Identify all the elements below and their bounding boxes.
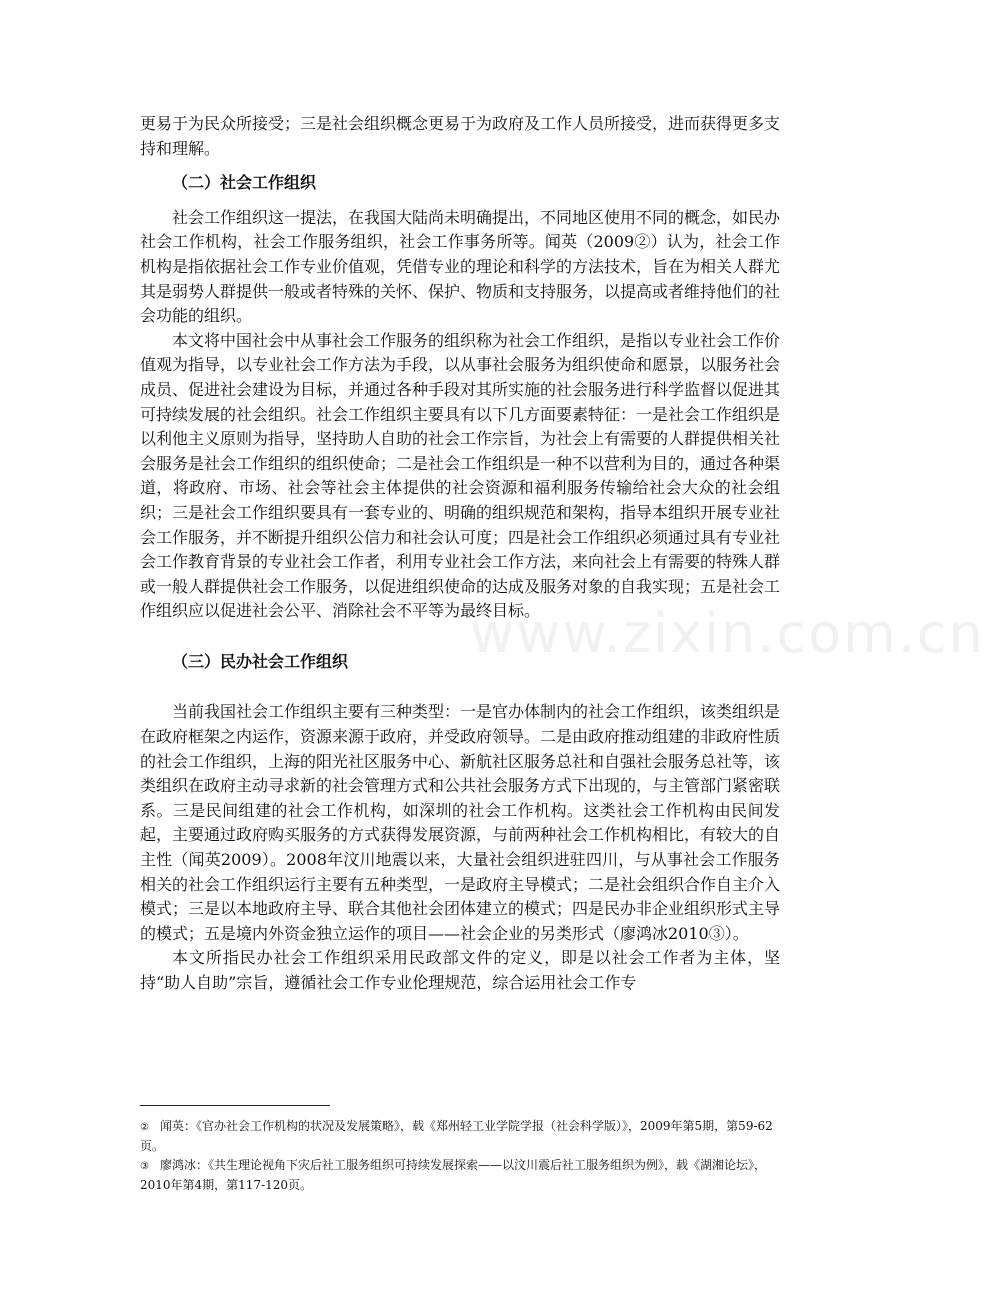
paragraph-social-work-organization-concept: 社会工作组织这一提法，在我国大陆尚未明确提出，不同地区使用不同的概念，如民办社会工作机构，社会工作服务组织，社会工作事务所等。闻英（2009②）认为，社会工作机构是指依据社会工作专业价值观，凭借专业的理论和科学的方法技术，旨在为相关人群尤其是弱势人群提供一般或者特殊的关怀、保护、物质和支持服务，以提高或者维持他们的社会功能的组织。 (140, 207, 781, 326)
footnote-text: 廖鸿冰：《共生理论视角下灾后社工服务组织可持续发展探索——以汶川震后社工服务组织为例》，载《湖湘论坛》，2010年第4期，第117-120页。 (140, 1158, 767, 1192)
paragraph-social-work-organization-definition: 本文将中国社会中从事社会工作服务的组织称为社会工作组织，是指以专业社会工作价值观为指导，以专业社会工作方法为手段，以从事社会服务为组织使命和愿景，以服务社会成员、促进社会建设为目标，并通过各种手段对其所实施的社会服务进行科学监督以促进其可持续发展的社会组织。社会工作组织主要具有以下几方面要素特征：一是社会工作组织是以利他主义原则为指导，坚持助人自助的社会工作宗旨，为社会上有需要的人群提供相关社会服务是社会工作组织的组织使命；二是社会工作组织是一种不以营利为目的，通过各种渠道，将政府、市场、社会等社会主体提供的社会资源和福利服务传输给社会大众的社会组织；三是社会工作组织要具有一套专业的、明确的组织规范和架构，指导本组织开展专业社会工作服务，并不断提升组织公信力和社会认可度；四是社会工作组织必须通过具有专业社会工作教育背景的专业社会工作者，利用专业社会工作方法，来向社会上有需要的特殊人群或一般人群提供社会工作服务，以促进组织使命的达成及服务对象的自我实现；五是社会工作组织应以促进社会公平、消除社会不平等为最终目标。 (140, 330, 781, 621)
footnote-text: 闻英：《官办社会工作机构的状况及发展策略》，载《郑州轻工业学院学报（社会科学版）》，2009年第5期，第59-62页。 (140, 1119, 773, 1153)
paragraph-private-organization-definition: 本文所指民办社会工作组织采用民政部文件的定义，即是以社会工作者为主体，坚持“助人自助”宗旨，遵循社会工作专业伦理规范，综合运用社会工作专 (140, 948, 780, 992)
document-body (140, 112, 780, 996)
paragraph-continued: 更易于为民众所接受；三是社会组织概念更易于为政府及工作人员所接受，进而获得更多支持和理解。 (140, 114, 781, 158)
section-heading-2: （二）社会工作组织 (172, 173, 317, 193)
footnote-separator (140, 1105, 330, 1106)
footnote-item (140, 1156, 780, 1195)
footnotes (140, 1117, 780, 1195)
footnote-mark: ② (140, 1122, 149, 1133)
section-heading-3: （三）民办社会工作组织 (172, 651, 349, 671)
footnote-mark: ③ (140, 1161, 149, 1172)
footnote-item (140, 1117, 780, 1156)
paragraph-organization-types: 当前我国社会工作组织主要有三种类型：一是官办体制内的社会工作组织，该类组织是在政府框架之内运作，资源来源于政府，并受政府领导。二是由政府推动组建的非政府性质的社会工作组织，上海的阳光社区服务中心、新航社区服务总社和自强社会服务总社等，该类组织在政府主动寻求新的社会管理方式和公共社会服务方式下出现的，与主管部门紧密联系。三是民间组建的社会工作机构，如深圳的社会工作机构。这类社会工作机构由民间发起，主要通过政府购买服务的方式获得发展资源，与前两种社会工作机构相比，有较大的自主性（闻英2009）。2008年汶川地震以来，大量社会组织进驻四川，与从事社会工作服务相关的社会工作组织运行主要有五种类型，一是政府主导模式；二是社会组织合作自主介入模式；三是以本地政府主导、联合其他社会团体建立的模式；四是民办非企业组织形式主导的模式；五是境内外资金独立运作的项目——社会企业的另类形式（廖鸿冰2010③）。 (140, 702, 781, 943)
watermark: www.zixin.com.cn (470, 602, 985, 665)
